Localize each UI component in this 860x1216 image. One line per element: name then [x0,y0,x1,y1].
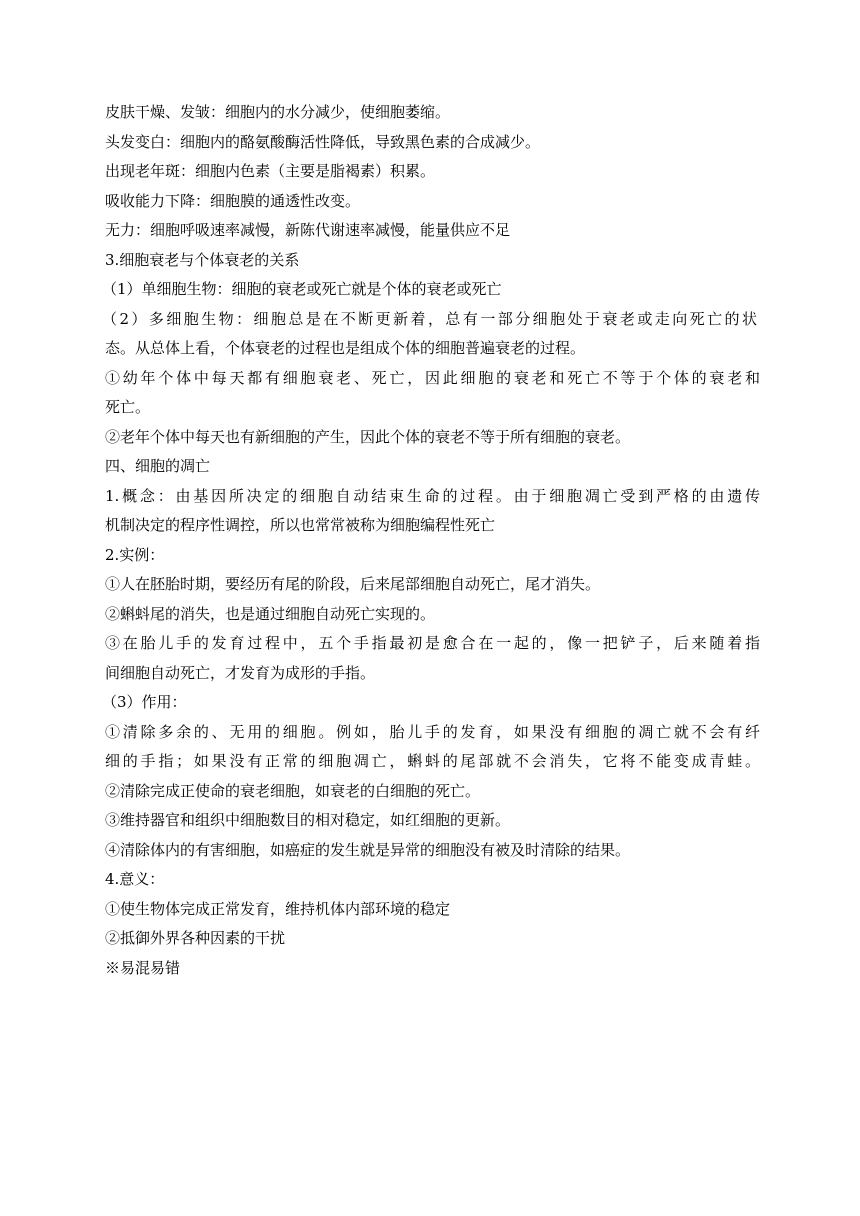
text-line-absorption: 吸收能力下降：细胞膜的通透性改变。 [105,191,361,210]
section-heading-examples: 2.实例： [105,545,165,564]
section-heading-easily-confused: ※易混易错 [105,958,181,977]
section-heading-apoptosis: 四、细胞的凋亡 [105,457,211,475]
text-line-skin: 皮肤干燥、发皱：细胞内的水分减少，使细胞萎缩。 [105,103,451,121]
text-line-multicellular-1: （2）多细胞生物：细胞总是在不断更新着，总有一部分细胞处于衰老或走向死亡的状 [102,309,757,328]
text-line-weakness: 无力：细胞呼吸速率减慢，新陈代谢速率减慢，能量供应不足 [105,221,511,239]
text-line-function-2: ②清除完成正使命的衰老细胞，如衰老的白细胞的死亡。 [105,781,481,800]
text-line-function-1a: ①清除多余的、无用的细胞。例如，胎儿手的发育，如果没有细胞的凋亡就不会有纤 [105,722,760,741]
text-line-significance-1: ①使生物体完成正常发育，维持机体内部环境的稳定 [105,899,451,918]
text-line-example-fingers-1: ③在胎儿手的发育过程中，五个手指最初是愈合在一起的，像一把铲子，后来随着指 [105,634,760,652]
text-line-age-spots: 出现老年斑：细胞内色素（主要是脂褐素）积累。 [105,162,436,180]
text-line-concept-1: 1.概念：由基因所决定的细胞自动结束生命的过程。由于细胞凋亡受到严格的由遗传 [105,486,760,505]
section-heading-3: 3.细胞衰老与个体衰老的关系 [105,250,300,269]
text-line-example-embryo: ①人在胚胎时期，要经历有尾的阶段，后来尾部细胞自动死亡，尾才消失。 [105,575,601,593]
text-line-significance-2: ②抵御外界各种因素的干扰 [105,929,286,947]
text-line-multicellular-2: 态。从总体上看，个体衰老的过程也是组成个体的细胞普遍衰老的过程。 [105,339,586,357]
text-line-function-3: ③维持器官和组织中细胞数目的相对稳定，如红细胞的更新。 [105,811,511,829]
text-line-old: ②老年个体中每天也有新细胞的产生，因此个体的衰老不等于所有细胞的衰老。 [105,427,631,446]
text-line-unicellular: （1）单细胞生物：细胞的衰老或死亡就是个体的衰老或死亡 [102,280,502,298]
section-heading-significance: 4.意义： [105,870,165,888]
text-line-function-1b: 细的手指；如果没有正常的细胞凋亡，蝌蚪的尾部就不会消失，它将不能变成青蛙。 [105,752,760,770]
text-line-young-1: ①幼年个体中每天都有细胞衰老、死亡，因此细胞的衰老和死亡不等于个体的衰老和 [105,368,760,387]
text-line-hair: 头发变白：细胞内的酪氨酸酶活性降低，导致黑色素的合成减少。 [105,132,541,151]
section-heading-function: （3）作用： [102,693,187,711]
text-line-young-2: 死亡。 [105,398,151,416]
text-line-concept-2: 机制决定的程序性调控，所以也常常被称为细胞编程性死亡 [105,516,496,534]
text-line-function-4: ④清除体内的有害细胞，如癌症的发生就是异常的细胞没有被及时清除的结果。 [105,840,631,859]
text-line-example-fingers-2: 间细胞自动死亡，才发育为成形的手指。 [105,663,376,682]
document-page [102,98,760,983]
text-line-example-tadpole: ②蝌蚪尾的消失，也是通过细胞自动死亡实现的。 [105,604,436,623]
